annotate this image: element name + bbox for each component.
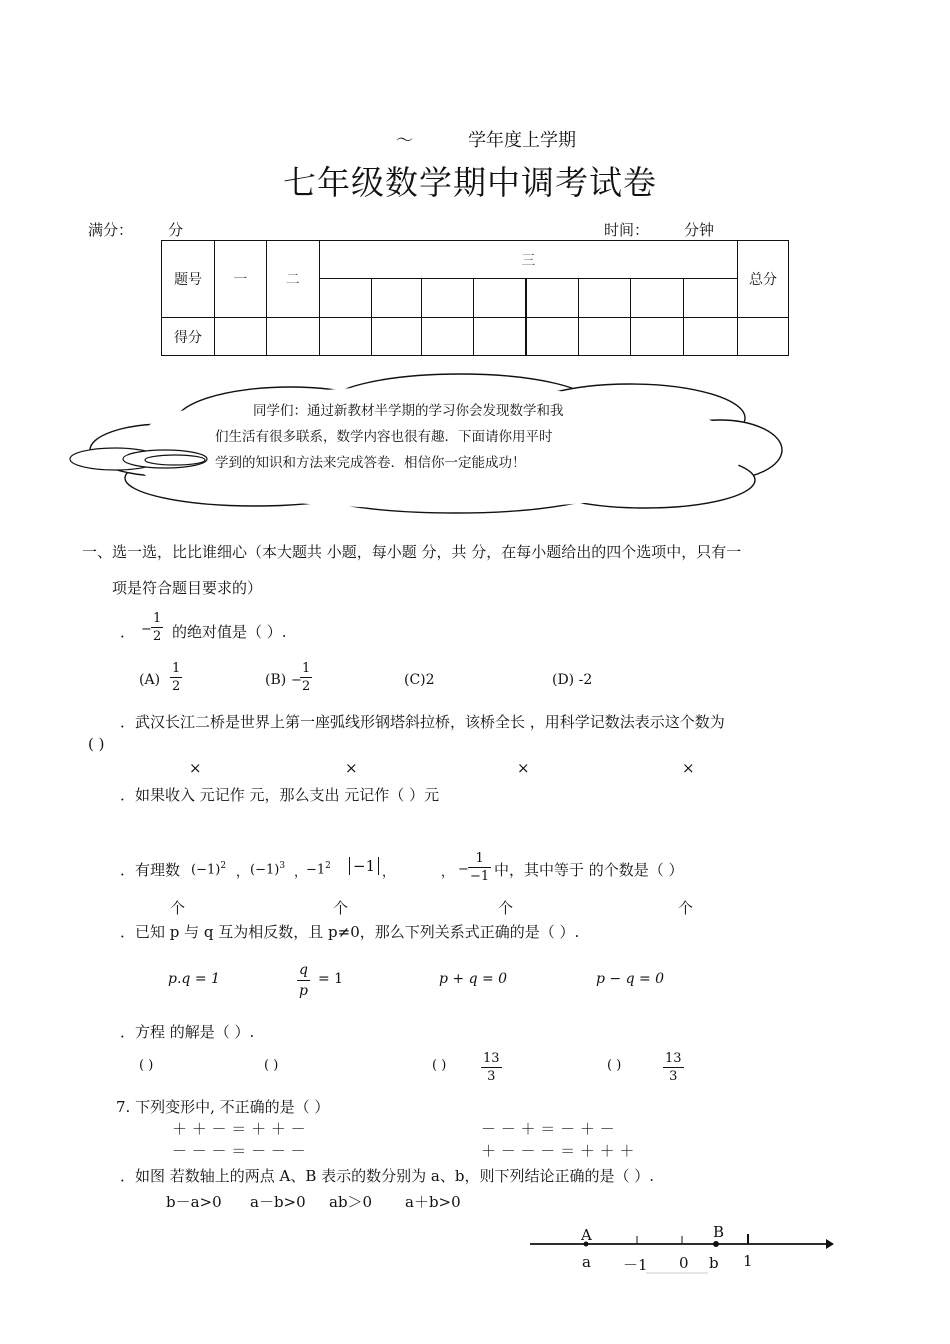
q7-stem: 7. 下列变形中, 不正确的是（ ） <box>116 1098 330 1116</box>
header-cell-part3: 三 <box>319 241 737 279</box>
score-cell[interactable] <box>319 318 371 356</box>
header-cell-part2: 二 <box>266 241 319 318</box>
q6-option-d-num: 13 <box>665 1051 682 1066</box>
q4-option-d-unit: 个 <box>678 899 694 917</box>
tick-label-a: a <box>582 1253 591 1271</box>
sub-cell <box>684 279 738 318</box>
q1-fraction <box>151 610 163 645</box>
number-line-arrow-icon <box>826 1239 834 1249</box>
q1-frac-num: 1 <box>153 611 162 626</box>
sub-cell <box>579 279 631 318</box>
score-row-label: 得分 <box>162 318 215 356</box>
q1-option-c: (C)2 <box>404 672 435 688</box>
cloud-line-3: 学到的知识和方法来完成答卷．相信你一定能成功！ <box>215 455 526 471</box>
score-cell[interactable] <box>684 318 738 356</box>
q4-option-c-unit: 个 <box>498 899 514 917</box>
header-cell-part1: 一 <box>214 241 266 318</box>
q6-option-c: ( ) <box>432 1058 447 1073</box>
page-title: 七年级数学期中调考试卷 <box>283 163 657 202</box>
q8-stem: ．如图 若数轴上的两点 A、B 表示的数分别为 a、b，则下列结论正确的是（ ）. <box>120 1167 655 1185</box>
score-table <box>161 240 789 356</box>
q4-term-5-num: 1 <box>475 851 484 866</box>
q1-option-a-num: 1 <box>172 661 181 676</box>
q4-term-5-fraction <box>468 850 491 885</box>
q4-sep-4: ， <box>441 865 455 880</box>
q7-option-b: － － ＋ ＝ － ＋ － <box>481 1120 615 1138</box>
tick-label-zero: 0 <box>679 1254 689 1272</box>
q1-option-a-label: (A) <box>139 672 161 688</box>
q4-sep-2: ， <box>294 865 308 880</box>
sub-cell <box>631 279 684 318</box>
q2-stem: ．武汉长江二桥是世界上第一座弧线形钢塔斜拉桥，该桥全长 ，用科学记数法表示这个数为 <box>120 713 725 731</box>
q8-option-d: a＋b>0 <box>405 1193 461 1211</box>
score-cell[interactable] <box>266 318 319 356</box>
header-cell-question-no: 题号 <box>162 241 215 318</box>
q6-option-c-den: 3 <box>481 1067 502 1085</box>
score-cell[interactable] <box>474 318 526 356</box>
cloud-line-1: 同学们：通过新教材半学期的学习你会发现数学和我 <box>253 403 564 419</box>
score-cell[interactable] <box>421 318 474 356</box>
q4-term-2-exp: 3 <box>279 861 286 871</box>
q2-option-c-times: × <box>517 759 530 777</box>
q4-sep-3: ， <box>382 865 396 880</box>
q2-answer-paren: ( ) <box>88 735 105 753</box>
q7-option-c: － － － ＝ － － － <box>172 1142 306 1160</box>
q1-option-a-den: 2 <box>172 679 181 694</box>
sub-cell <box>474 279 526 318</box>
year-tilde: ～ <box>396 131 413 151</box>
full-score-unit: 分 <box>168 221 184 239</box>
tick-label-b: b <box>709 1254 719 1272</box>
q1-option-b-num: 1 <box>302 661 311 676</box>
q5-option-a: p.q = 1 <box>168 971 220 987</box>
q5-option-b-den: p <box>297 980 310 1001</box>
q4-term-2-base: (−1) <box>250 862 280 878</box>
sub-cell <box>526 279 579 318</box>
q5-option-c: p + q = 0 <box>439 971 508 987</box>
q4-term-3-exp: 2 <box>325 861 331 871</box>
q6-option-a: ( ) <box>139 1058 154 1073</box>
number-line <box>528 1222 840 1282</box>
full-score-label: 满分： <box>88 221 134 239</box>
q8-option-a: b－a>0 <box>166 1193 222 1211</box>
header-cell-total: 总分 <box>738 241 789 318</box>
point-b-dot <box>713 1241 719 1247</box>
q5-option-b-fraction <box>297 960 310 1001</box>
point-a-label: A <box>581 1226 592 1244</box>
q4-term-1-base: (−1) <box>191 862 221 878</box>
tick-label-one: 1 <box>743 1252 753 1270</box>
q4-term-3-base: −1 <box>306 862 326 878</box>
q7-option-d: ＋ － － － ＝ ＋ ＋ ＋ <box>481 1142 635 1160</box>
q1-option-d: (D) -2 <box>552 672 593 688</box>
q1-option-b-den: 2 <box>302 679 311 694</box>
year-line: 学年度上学期 <box>468 130 576 151</box>
q3-stem: ．如果收入 元记作 元，那么支出 元记作（ ）元 <box>120 786 440 804</box>
q4-term-2 <box>250 861 285 877</box>
q2-option-b-times: × <box>345 759 358 777</box>
q1-prefix: ． <box>120 623 136 641</box>
score-cell[interactable] <box>631 318 684 356</box>
q5-option-b-num: q <box>299 962 308 978</box>
q6-option-d-fraction <box>663 1050 684 1085</box>
q8-option-b: a－b>0 <box>250 1193 306 1211</box>
sub-cell <box>319 279 371 318</box>
sub-cell <box>421 279 474 318</box>
q4-sep-1: ， <box>236 865 250 880</box>
q6-option-c-fraction <box>481 1050 502 1085</box>
q6-option-d: ( ) <box>607 1058 622 1073</box>
q5-stem: ．已知 p 与 q 互为相反数，且 p≠0，那么下列关系式正确的是（ ）. <box>120 923 580 941</box>
q1-option-b-minus: − <box>291 673 302 688</box>
q6-option-b: ( ) <box>264 1058 279 1073</box>
q4-term-1 <box>191 861 226 877</box>
q4-option-b-unit: 个 <box>333 899 349 917</box>
score-cell[interactable] <box>214 318 266 356</box>
q1-option-b-label: (B) <box>265 672 287 688</box>
score-cell[interactable] <box>526 318 579 356</box>
q2-option-d-times: × <box>682 759 695 777</box>
q4-term-4-inner: −1 <box>349 857 379 875</box>
q7-option-a: ＋ ＋ － ＝ ＋ ＋ － <box>172 1120 306 1138</box>
q4-option-a-unit: 个 <box>170 899 186 917</box>
cloud-line-2: 们生活有很多联系，数学内容也很有趣．下面请你用平时 <box>215 429 553 445</box>
tick-label-neg1: －1 <box>623 1256 648 1274</box>
q4-stem-suffix: 中，其中等于 的个数是（ ） <box>494 861 684 879</box>
q4-term-3 <box>306 861 331 877</box>
q1-option-b-fraction <box>300 660 312 695</box>
q6-option-d-den: 3 <box>663 1067 684 1085</box>
q5-option-b-eq: = 1 <box>318 971 344 987</box>
time-label: 时间： <box>604 221 650 239</box>
q4-term-1-exp: 2 <box>220 861 227 871</box>
q4-term-5-minus: − <box>458 862 469 877</box>
q4-term-5-den: −1 <box>470 869 490 884</box>
sub-cell <box>371 279 421 318</box>
q6-stem: ．方程 的解是（ ）. <box>120 1023 255 1041</box>
q6-option-c-num: 13 <box>483 1051 500 1066</box>
point-b-label: B <box>713 1223 725 1241</box>
section1-heading: 一、选一选，比比谁细心（本大题共 小题，每小题 分，共 分，在每小题给出的四个选项中，只有一 <box>82 543 742 561</box>
q2-option-a-times: × <box>189 759 202 777</box>
q4-term-4-abs <box>349 852 379 876</box>
q8-option-c: ab＞0 <box>329 1193 373 1211</box>
q1-stem: 的绝对值是（ ）. <box>172 623 287 641</box>
q1-minus: − <box>141 622 152 637</box>
q4-prefix: ．有理数 <box>120 861 181 879</box>
score-cell[interactable] <box>738 318 789 356</box>
q5-option-d: p − q = 0 <box>596 971 665 987</box>
section1-heading-cont: 项是符合题目要求的） <box>112 579 263 597</box>
score-cell[interactable] <box>579 318 631 356</box>
score-cell[interactable] <box>371 318 421 356</box>
time-unit: 分钟 <box>684 221 715 239</box>
q1-option-a-fraction <box>170 660 182 695</box>
q1-frac-den: 2 <box>153 629 162 644</box>
